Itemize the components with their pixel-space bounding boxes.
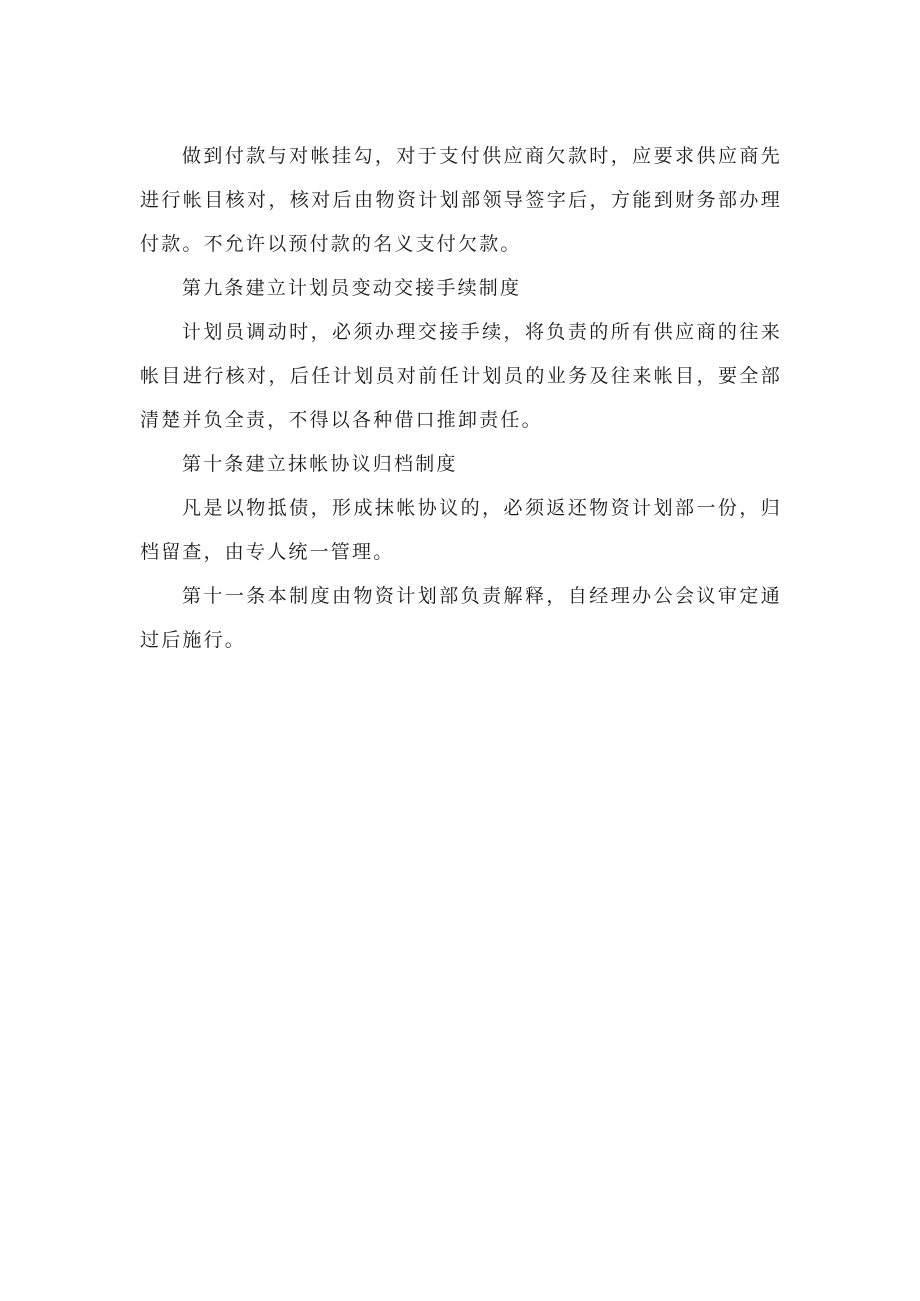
article-10-heading: 第十条建立抹帐协议归档制度 — [182, 453, 458, 475]
paragraph-payment-reconciliation: 做到付款与对帐挂勾，对于支付供应商欠款时，应要求供应商先进行帐目核对，核对后由物资计划部领导签字后，方能到财务部办理付款。不允许以预付款的名义支付欠款。 — [140, 145, 782, 255]
paragraph-planner-handover: 计划员调动时，必须办理交接手续，将负责的所有供应商的往来帐目进行核对，后任计划员对前任计划员的业务及往来帐目，要全部清楚并负全责，不得以各种借口推卸责任。 — [140, 321, 782, 431]
paragraph-offset-agreement-archive: 凡是以物抵债，形成抹帐协议的，必须返还物资计划部一份，归档留查，由专人统一管理。 — [140, 497, 782, 563]
paragraph-article-11-interpretation: 第十一条本制度由物资计划部负责解释，自经理办公会议审定通过后施行。 — [140, 585, 782, 651]
document-body — [140, 134, 782, 662]
article-9-heading: 第九条建立计划员变动交接手续制度 — [182, 277, 522, 299]
